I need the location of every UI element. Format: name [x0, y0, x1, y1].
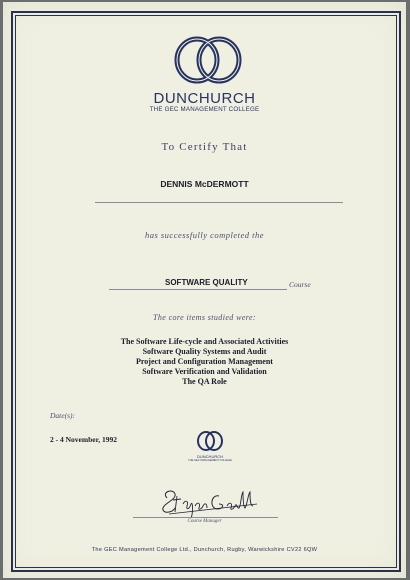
course-label: Course [289, 280, 311, 289]
recipient-name: DENNIS McDERMOTT [160, 179, 249, 189]
core-item: Software Quality Systems and Audit [142, 347, 267, 356]
dates-label: Date(s): [50, 411, 75, 420]
core-items-list [3, 337, 406, 387]
signatory-role: Course Manager [187, 519, 222, 524]
brand-subtitle: THE GEC MANAGEMENT COLLEGE [149, 106, 260, 113]
core-item: The QA Role [182, 377, 227, 386]
dates-value: 2 - 4 November, 1992 [50, 435, 118, 444]
certificate-paper [3, 2, 406, 578]
core-item: The Software Life-cycle and Associated Activities [120, 337, 289, 346]
seal-brand-subtitle: THE GEC MANAGEMENT COLLEGE [188, 459, 232, 462]
core-items-heading: The core items studied were: [152, 313, 257, 322]
interlocking-rings-logo-icon [171, 35, 245, 85]
certify-heading: To Certify That [161, 141, 248, 153]
core-item: Project and Configuration Management [136, 357, 273, 366]
course-name: SOFTWARE QUALITY [165, 278, 248, 287]
recipient-underline [95, 202, 343, 203]
completed-text: has successfully completed the [144, 230, 265, 240]
brand-name: DUNCHURCH [153, 90, 256, 107]
core-item: Software Verification and Validation [142, 367, 267, 376]
seal-rings-icon [195, 430, 225, 452]
course-underline [109, 289, 287, 290]
seal-brand-name: DUNCHURCH [197, 454, 223, 459]
signature-image [153, 484, 263, 520]
footer-address: The GEC Management College Ltd., Dunchurch, Rugby, Warwickshire CV22 6QW [91, 547, 318, 553]
signature-line [133, 517, 278, 518]
